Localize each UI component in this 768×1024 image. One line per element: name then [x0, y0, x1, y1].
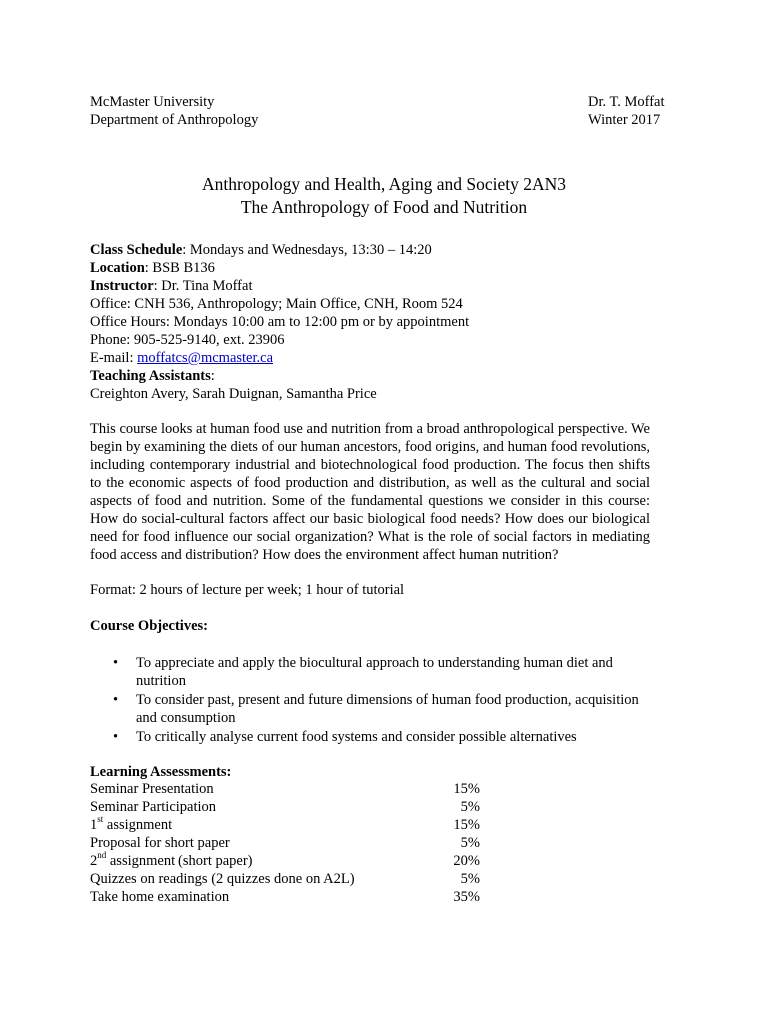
- department-name: Department of Anthropology: [90, 112, 259, 128]
- assessment-row: [90, 888, 480, 906]
- assessment-label: Seminar Participation: [90, 799, 217, 815]
- assessment-weight: 15%: [453, 817, 480, 833]
- instructor: [90, 277, 252, 295]
- assessment-label: Quizzes on readings (2 quizzes done on A2L): [90, 871, 355, 887]
- instructor-value: : Dr. Tina Moffat: [153, 278, 253, 294]
- assessment-weight: 35%: [453, 889, 480, 905]
- assessment-row: [90, 834, 480, 852]
- class-schedule-value: : Mondays and Wednesdays, 13:30 – 14:20: [182, 242, 432, 258]
- list-item: • To consider past, present and future dimensions of human food production, acquisition and consumption: [113, 692, 639, 726]
- course-subtitle: The Anthropology of Food and Nutrition: [240, 197, 528, 217]
- assessment-weight: 5%: [460, 799, 480, 815]
- objectives-list: [113, 654, 653, 747]
- instructor-short-name: Dr. T. Moffat: [588, 94, 665, 110]
- assessment-weight: 20%: [453, 853, 480, 869]
- email-link[interactable]: moffatcs@mcmaster.ca: [137, 350, 274, 366]
- office-location: Office: CNH 536, Anthropology; Main Office, CNH, Room 524: [90, 296, 463, 312]
- location-label: Location: [90, 260, 145, 276]
- assessment-label: Seminar Presentation: [90, 781, 214, 797]
- instructor-label: Instructor: [90, 278, 154, 294]
- assessment-row: [90, 780, 480, 798]
- teaching-assistants-names: Creighton Avery, Sarah Duignan, Samantha Price: [90, 386, 377, 402]
- location-value: : BSB B136: [144, 260, 215, 276]
- assessment-label: 2nd assignment (short paper): [90, 850, 253, 869]
- course-description: This course looks at human food use and nutrition from a broad anthropological perspective. We begin by examining the diets of our human ancestors, food origins, and human food revolutions, including contemporary industrial and biotechnological food production. The focus then shifts to the economic aspects of food production and distribution, as well as the cultural and social aspects of food and nutrition. Some of the fundamental questions we consider in this course: How do social-cultural factors affect our basic biological food needs? How does our biological need for food influence our social organization? What is the role of social factors in mediating food access and distribution? How does the environment affect human nutrition?: [90, 421, 650, 563]
- term-label: Winter 2017: [588, 112, 661, 128]
- bullet-icon: •: [113, 655, 119, 671]
- phone-number: Phone: 905-525-9140, ext. 23906: [90, 332, 285, 348]
- assessment-row: [90, 852, 480, 870]
- teaching-assistants-label: Teaching Assistants: [90, 368, 211, 384]
- bullet-icon: •: [113, 692, 119, 708]
- list-item: • To critically analyse current food systems and consider possible alternatives: [113, 729, 577, 745]
- email-label: E-mail:: [90, 350, 138, 366]
- list-item: • To appreciate and apply the biocultural approach to understanding human diet and nutrition: [113, 655, 613, 689]
- course-format: Format: 2 hours of lecture per week; 1 hour of tutorial: [90, 582, 405, 598]
- office-hours: Office Hours: Mondays 10:00 am to 12:00 pm or by appointment: [90, 314, 470, 330]
- assessment-weight: 15%: [453, 781, 480, 797]
- email: [90, 349, 273, 367]
- class-schedule: [90, 241, 432, 259]
- teaching-assistants-heading: Teaching Assistants:: [90, 368, 215, 384]
- assessment-weight: 5%: [460, 871, 480, 887]
- objectives-heading: Course Objectives:: [90, 618, 208, 634]
- assessment-label: Proposal for short paper: [90, 835, 230, 851]
- assessment-label: 1st assignment: [90, 814, 173, 833]
- assessment-weight: 5%: [460, 835, 480, 851]
- assessment-row: [90, 816, 480, 834]
- bullet-icon: •: [113, 729, 119, 745]
- assessment-row: [90, 870, 480, 888]
- assessment-label: Take home examination: [90, 889, 230, 905]
- assessment-row: [90, 798, 480, 816]
- assessments-heading: Learning Assessments:: [90, 764, 232, 780]
- location: [90, 259, 215, 277]
- university-name: McMaster University: [90, 94, 215, 110]
- class-schedule-label: Class Schedule: [90, 242, 183, 258]
- course-title: Anthropology and Health, Aging and Society 2AN3: [201, 174, 567, 194]
